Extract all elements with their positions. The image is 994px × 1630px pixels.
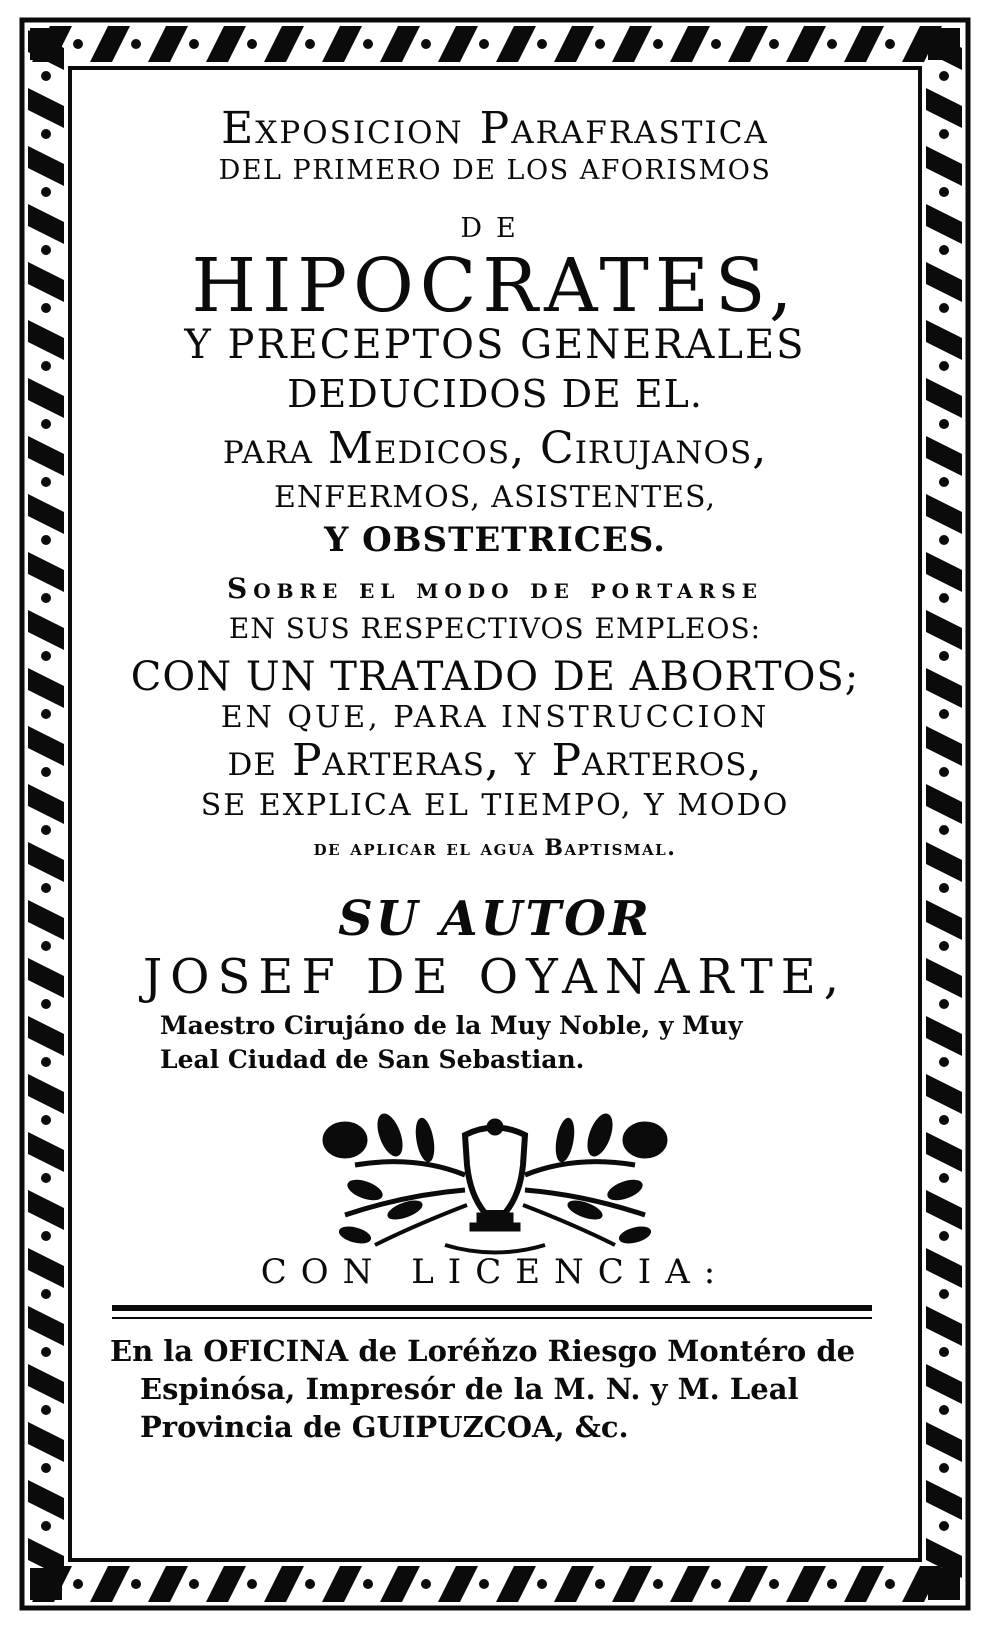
- title-line-11: EN SUS RESPECTIVOS EMPLEOS:: [228, 612, 762, 645]
- title-line-13: EN QUE, PARA INSTRUCCION: [220, 700, 770, 735]
- title-line-9: Y OBSTETRICES.: [324, 520, 666, 560]
- imprint-line-1: En la OFICINA de Loréňzo Riesgo Montéro de: [110, 1334, 856, 1368]
- title-line-2: DEL PRIMERO DE LOS AFORISMOS: [218, 155, 772, 186]
- divider-thin: [112, 1317, 872, 1319]
- title-line-5: Y PRECEPTOS GENERALES: [184, 322, 806, 368]
- title-line-15: SE EXPLICA EL TIEMPO, Y MODO: [200, 788, 790, 823]
- title-line-6: DEDUCIDOS DE EL.: [287, 372, 703, 416]
- licence-line: CON LICENCIA:: [260, 1252, 730, 1292]
- author-description-1: Maestro Cirujáno de la Muy Noble, y Muy: [160, 1011, 743, 1040]
- title-line-1: Exposicion Parafrastica: [221, 103, 769, 154]
- title-line-4: HIPOCRATES,: [191, 243, 799, 329]
- divider-thick: [112, 1305, 872, 1311]
- title-line-16: de aplicar el agua Baptismal.: [313, 835, 677, 861]
- imprint-line-3: Provincia de GUIPUZCOA, &c.: [140, 1410, 629, 1444]
- floral-vignette-icon: [295, 1095, 695, 1255]
- title-line-10: Sobre el modo de portarse: [227, 572, 763, 605]
- author-label: SU AUTOR: [338, 891, 652, 947]
- title-line-8: ENFERMOS, ASISTENTES,: [273, 480, 717, 515]
- imprint-line-2: Espinósa, Impresór de la M. N. y M. Leal: [140, 1372, 799, 1406]
- title-line-12: CON UN TRATADO DE ABORTOS;: [130, 654, 860, 700]
- author-name: JOSEF DE OYANARTE,: [142, 949, 848, 1005]
- title-line-14: de Parteras, y Parteros,: [227, 735, 763, 786]
- title-line-7: para Medicos, Cirujanos,: [222, 423, 768, 474]
- author-description-2: Leal Ciudad de San Sebastian.: [160, 1045, 585, 1074]
- title-line-3: DE: [460, 213, 530, 244]
- title-page: [100, 95, 890, 1525]
